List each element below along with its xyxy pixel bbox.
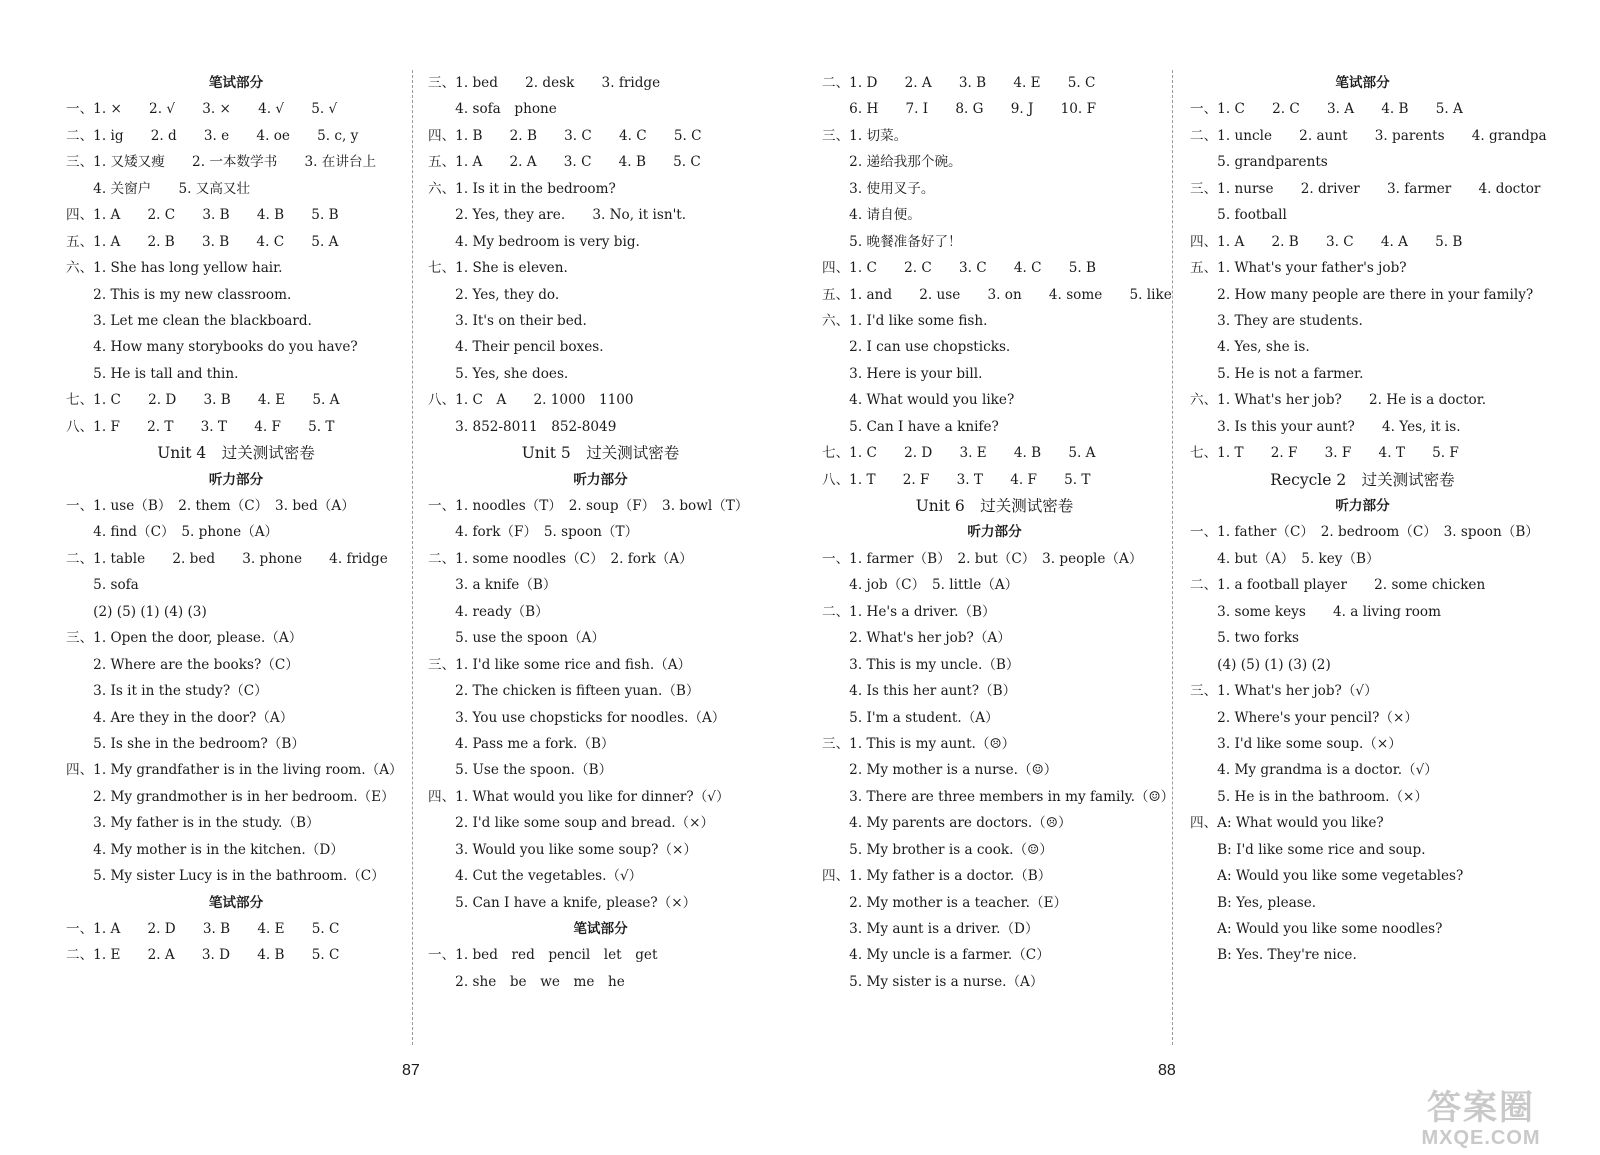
unit-title: Unit 5 过关测试密卷 bbox=[521, 444, 680, 463]
answer-line: 4. Their pencil boxes. bbox=[428, 339, 604, 356]
answer-line: 一、1. A 2. D 3. B 4. E 5. C bbox=[66, 921, 340, 937]
section-heading: 笔试部分 bbox=[1335, 75, 1390, 91]
answer-line: 5. He is in the bathroom.（×） bbox=[1190, 788, 1429, 805]
page-number-left: 87 bbox=[402, 1062, 420, 1079]
answer-line: A: Would you like some noodles? bbox=[1190, 921, 1443, 937]
answer-line: 二、1. E 2. A 3. D 4. B 5. C bbox=[66, 947, 340, 964]
watermark bbox=[1376, 1089, 1586, 1151]
unit-title: Unit 6 过关测试密卷 bbox=[915, 497, 1074, 515]
answer-line: 六、1. I'd like some fish. bbox=[822, 312, 988, 329]
answer-line: 2. My mother is a nurse.（☺） bbox=[822, 762, 1058, 779]
answer-line: 5. My brother is a cook.（☺） bbox=[822, 841, 1053, 858]
answer-line: 四、1. B 2. B 3. C 4. C 5. C bbox=[428, 127, 702, 144]
answer-line: 四、1. C 2. C 3. C 4. C 5. B bbox=[822, 260, 1096, 277]
page-divider bbox=[1172, 70, 1173, 1045]
watermark-url: MXQE.COM bbox=[1421, 1127, 1541, 1149]
answer-line: (2) (5) (1) (4) (3) bbox=[66, 603, 207, 620]
answer-line: 3. Is this your aunt? 4. Yes, it is. bbox=[1190, 418, 1461, 435]
answer-line: 四、1. A 2. C 3. B 4. B 5. B bbox=[66, 207, 339, 224]
answer-line: 四、1. A 2. B 3. C 4. A 5. B bbox=[1190, 233, 1463, 250]
answer-line: 3. I'd like some soup.（×） bbox=[1190, 735, 1402, 752]
answer-line: 三、1. I'd like some rice and fish.（A） bbox=[428, 656, 692, 673]
answer-line: 2. How many people are there in your family? bbox=[1190, 286, 1534, 303]
answer-line: 3. You use chopsticks for noodles.（A） bbox=[428, 709, 726, 726]
answer-line: 4. 请自便。 bbox=[822, 207, 921, 224]
answer-line: 七、1. C 2. D 3. B 4. E 5. A bbox=[66, 392, 340, 409]
answer-line: 二、1. D 2. A 3. B 4. E 5. C bbox=[822, 75, 1096, 91]
section-heading: 笔试部分 bbox=[208, 75, 264, 91]
answer-line: 3. 852-8011 852-8049 bbox=[428, 418, 617, 435]
answer-line: 一、1. father（C） 2. bedroom（C） 3. spoon（B） bbox=[1190, 524, 1539, 541]
answer-line: 二、1. some noodles（C） 2. fork（A） bbox=[428, 550, 693, 567]
answer-line: 5. He is not a farmer. bbox=[1190, 365, 1364, 382]
answer-line: 2. The chicken is fifteen yuan.（B） bbox=[428, 683, 700, 700]
answer-line: 六、1. What's her job? 2. He is a doctor. bbox=[1190, 392, 1487, 409]
answer-line: 4. Pass me a fork.（B） bbox=[428, 735, 615, 752]
answer-line: 七、1. She is eleven. bbox=[428, 260, 568, 277]
answer-line: 4. Cut the vegetables.（√） bbox=[428, 868, 643, 885]
answer-line: 4. My uncle is a farmer.（C） bbox=[822, 947, 1050, 964]
answer-line: 4. My parents are doctors.（☹） bbox=[822, 815, 1072, 832]
answer-line: 3. My father is in the study.（B） bbox=[66, 815, 320, 832]
answer-line: 2. Where are the books?（C） bbox=[66, 656, 299, 673]
answer-line: 5. Yes, she does. bbox=[428, 365, 569, 382]
answer-line: 4. My bedroom is very big. bbox=[428, 233, 640, 250]
answer-line: 三、1. 又矮又瘦 2. 一本数学书 3. 在讲台上 bbox=[66, 154, 377, 171]
answer-line: 五、1. A 2. A 3. C 4. B 5. C bbox=[428, 154, 701, 171]
answer-line: 一、1. C 2. C 3. A 4. B 5. A bbox=[1190, 101, 1463, 118]
answer-line: 4. How many storybooks do you have? bbox=[66, 339, 358, 356]
answer-line: 3. some keys 4. a living room bbox=[1190, 603, 1441, 620]
answer-line: 4. but（A） 5. key（B） bbox=[1190, 550, 1380, 567]
section-heading: 听力部分 bbox=[967, 524, 1022, 541]
answer-line: 2. I can use chopsticks. bbox=[822, 339, 1011, 356]
answer-column-3 bbox=[822, 70, 1175, 995]
answer-line: 3. Let me clean the blackboard. bbox=[66, 312, 312, 329]
answer-line: B: Yes. They're nice. bbox=[1190, 947, 1357, 964]
answer-line: 4. ready（B） bbox=[428, 603, 549, 620]
answer-line: 4. Yes, she is. bbox=[1190, 339, 1310, 356]
answer-line: 2. This is my new classroom. bbox=[66, 286, 292, 303]
answer-line: 4. Is this her aunt?（B） bbox=[822, 683, 1017, 700]
answer-line: 5. Is she in the bedroom?（B） bbox=[66, 735, 305, 752]
answer-line: 四、1. My father is a doctor.（B） bbox=[822, 868, 1052, 885]
answer-line: 二、1. ig 2. d 3. e 4. oe 5. c, y bbox=[66, 127, 359, 144]
answer-line: 3. Would you like some soup?（×） bbox=[428, 841, 697, 858]
answer-line: 3. Here is your bill. bbox=[822, 365, 983, 382]
answer-line: 五、1. What's your father's job? bbox=[1190, 260, 1407, 277]
answer-line: 4. sofa phone bbox=[428, 101, 557, 118]
answer-column-1 bbox=[66, 70, 406, 969]
answer-line: 八、1. C A 2. 1000 1100 bbox=[428, 392, 634, 409]
answer-line: 五、1. A 2. B 3. B 4. C 5. A bbox=[66, 233, 339, 250]
answer-line: 5. Can I have a knife? bbox=[822, 418, 999, 435]
answer-line: 4. What would you like? bbox=[822, 392, 1015, 409]
answer-line: 二、1. He's a driver.（B） bbox=[822, 603, 996, 620]
answer-line: 4. My mother is in the kitchen.（D） bbox=[66, 841, 344, 858]
answer-line: 一、1. use（B） 2. them（C） 3. bed（A） bbox=[66, 498, 355, 514]
answer-column-2 bbox=[428, 70, 773, 995]
answer-line: 一、1. farmer（B） 2. but（C） 3. people（A） bbox=[822, 550, 1143, 567]
answer-line: 七、1. T 2. F 3. F 4. T 5. F bbox=[1190, 445, 1459, 462]
answer-line: 3. 使用叉子。 bbox=[822, 180, 935, 197]
answer-line: 5. He is tall and thin. bbox=[66, 365, 239, 382]
answer-line: 5. football bbox=[1190, 207, 1287, 224]
section-heading: 听力部分 bbox=[208, 471, 264, 488]
answer-line: 三、1. bed 2. desk 3. fridge bbox=[428, 75, 661, 91]
answer-line: 5. two forks bbox=[1190, 630, 1300, 647]
answer-line: 三、1. nurse 2. driver 3. farmer 4. doctor bbox=[1190, 180, 1541, 197]
answer-line: 2. 递给我那个碗。 bbox=[822, 154, 962, 171]
answer-line: 4. 关窗户 5. 又高又壮 bbox=[66, 180, 251, 197]
answer-line: 3. There are three members in my family.（☺） bbox=[822, 788, 1175, 805]
answer-line: 5. sofa bbox=[66, 577, 139, 594]
answer-line: 八、1. T 2. F 3. T 4. F 5. T bbox=[822, 471, 1091, 488]
answer-line: 5. Use the spoon.（B） bbox=[428, 762, 613, 779]
answer-line: 5. I'm a student.（A） bbox=[822, 709, 999, 726]
answer-line: 5. My sister Lucy is in the bathroom.（C） bbox=[66, 868, 385, 885]
answer-line: 5. use the spoon（A） bbox=[428, 630, 605, 647]
answer-line: 二、1. uncle 2. aunt 3. parents 4. grandpa bbox=[1190, 127, 1547, 144]
answer-line: 五、1. and 2. use 3. on 4. some 5. like bbox=[822, 286, 1172, 303]
answer-line: 一、1. bed red pencil let get bbox=[428, 947, 658, 964]
answer-line: 3. a knife（B） bbox=[428, 577, 557, 594]
answer-line: 2. Where's your pencil?（×） bbox=[1190, 709, 1418, 726]
unit-title: Unit 4 过关测试密卷 bbox=[157, 444, 315, 463]
answer-line: 5. grandparents bbox=[1190, 154, 1328, 171]
answer-line: 3. They are students. bbox=[1190, 312, 1363, 329]
answer-line: 四、A: What would you like? bbox=[1190, 815, 1384, 832]
answer-line: 三、1. Open the door, please.（A） bbox=[66, 630, 303, 647]
answer-line: 3. Is it in the study?（C） bbox=[66, 683, 268, 700]
answer-line: 2. she be we me he bbox=[428, 973, 625, 990]
answer-line: 4. find（C） 5. phone（A） bbox=[66, 524, 279, 541]
answer-line: 三、1. What's her job?（√） bbox=[1190, 683, 1378, 700]
answer-line: 6. H 7. I 8. G 9. J 10. F bbox=[822, 101, 1097, 118]
answer-line: 四、1. What would you like for dinner?（√） bbox=[428, 788, 730, 805]
section-heading: 听力部分 bbox=[573, 471, 628, 488]
answer-line: A: Would you like some vegetables? bbox=[1190, 868, 1464, 885]
answer-line: 5. Can I have a knife, please?（×） bbox=[428, 894, 697, 911]
section-heading: 笔试部分 bbox=[573, 921, 628, 937]
answer-line: 六、1. She has long yellow hair. bbox=[66, 260, 283, 277]
section-heading: 听力部分 bbox=[1335, 498, 1390, 514]
answer-line: 2. What's her job?（A） bbox=[822, 630, 1011, 647]
answer-line: 七、1. C 2. D 3. E 4. B 5. A bbox=[822, 445, 1096, 462]
answer-line: 5. My sister is a nurse.（A） bbox=[822, 973, 1044, 990]
answer-line: 4. fork（F） 5. spoon（T） bbox=[428, 524, 639, 541]
answer-line: 二、1. table 2. bed 3. phone 4. fridge bbox=[66, 550, 388, 567]
answer-line: 4. job（C） 5. little（A） bbox=[822, 577, 1019, 594]
answer-line: 2. My grandmother is in her bedroom.（E） bbox=[66, 788, 395, 805]
answer-line: 3. This is my uncle.（B） bbox=[822, 656, 1020, 673]
answer-line: 三、1. This is my aunt.（☹） bbox=[822, 735, 1016, 752]
answer-line: 一、1. noodles（T） 2. soup（F） 3. bowl（T） bbox=[428, 498, 749, 514]
answer-line: 六、1. Is it in the bedroom? bbox=[428, 180, 616, 197]
answer-line: 2. My mother is a teacher.（E） bbox=[822, 894, 1068, 911]
answer-line: 4. Are they in the door?（A） bbox=[66, 709, 294, 726]
answer-line: 3. My aunt is a driver.（D） bbox=[822, 921, 1039, 937]
answer-line: 2. Yes, they do. bbox=[428, 286, 560, 303]
answer-line: 2. Yes, they are. 3. No, it isn't. bbox=[428, 207, 687, 224]
answer-line: 3. It's on their bed. bbox=[428, 312, 587, 329]
answer-line: 2. I'd like some soup and bread.（×） bbox=[428, 815, 715, 832]
answer-line: (4) (5) (1) (3) (2) bbox=[1190, 656, 1331, 673]
answer-line: 八、1. F 2. T 3. T 4. F 5. T bbox=[66, 418, 335, 435]
answer-line: 三、1. 切菜。 bbox=[822, 127, 908, 144]
answer-line: B: I'd like some rice and soup. bbox=[1190, 841, 1426, 858]
answer-line: 4. My grandma is a doctor.（√） bbox=[1190, 762, 1438, 779]
page-divider bbox=[412, 70, 413, 1045]
answer-line: 二、1. a football player 2. some chicken bbox=[1190, 577, 1486, 594]
answer-line: 5. 晚餐准备好了！ bbox=[822, 233, 962, 250]
answer-line: B: Yes, please. bbox=[1190, 894, 1317, 911]
watermark-logo: 答案圈 bbox=[1427, 1089, 1535, 1127]
unit-title: Recycle 2 过关测试密卷 bbox=[1270, 470, 1455, 489]
page-number-right: 88 bbox=[1158, 1062, 1176, 1079]
section-heading: 笔试部分 bbox=[208, 894, 264, 911]
answer-column-4 bbox=[1190, 70, 1547, 969]
answer-line: 一、1. × 2. √ 3. × 4. √ 5. √ bbox=[66, 101, 338, 118]
answer-line: 四、1. My grandfather is in the living room.（A） bbox=[66, 762, 403, 779]
